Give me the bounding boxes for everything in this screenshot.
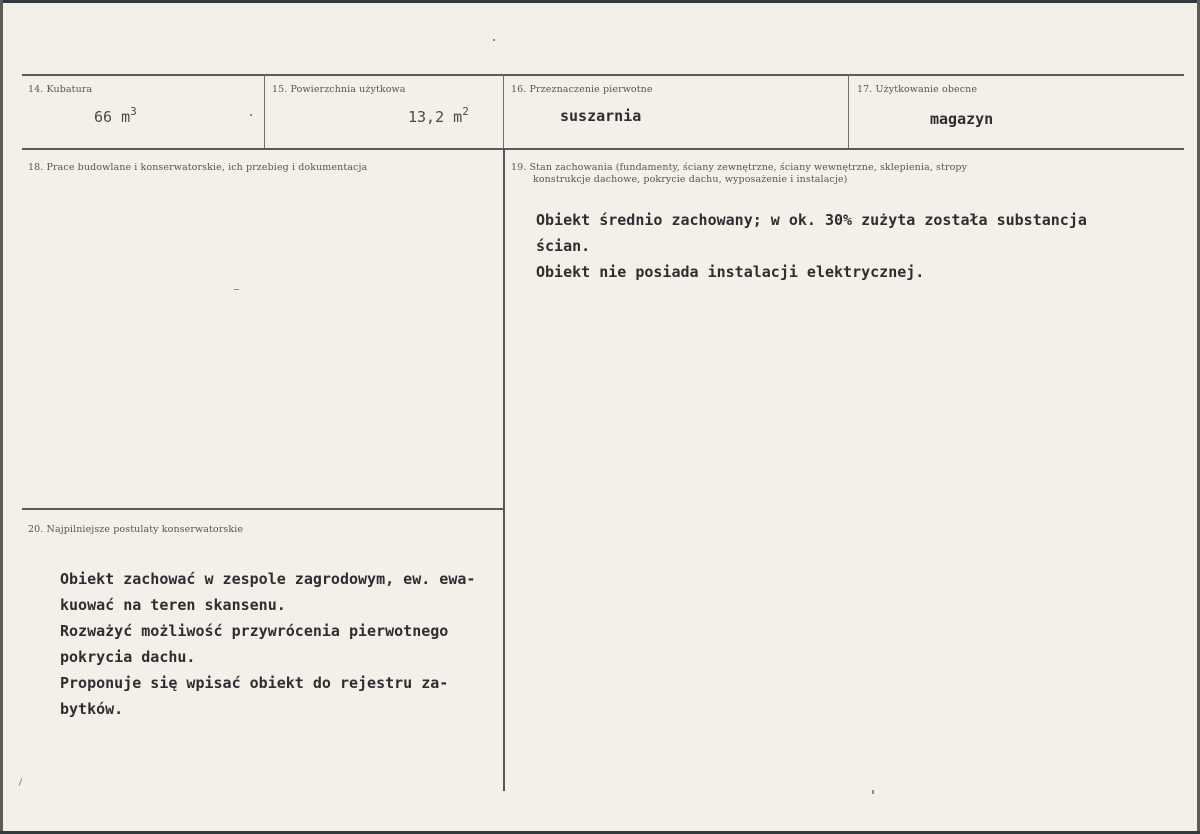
- divider-16-17: [848, 75, 849, 148]
- field-19-line: ścian.: [536, 237, 591, 255]
- card-edge-top: [0, 0, 1200, 3]
- field-19-label-line-2: konstrukcje dachowe, pokrycie dachu, wyposażenie i instalacje): [533, 174, 848, 185]
- field-20-line: pokrycia dachu.: [60, 648, 196, 666]
- field-20-line: kuować na teren skansenu.: [60, 596, 286, 614]
- field-20-line: bytków.: [60, 700, 124, 718]
- paper-speck: [872, 790, 874, 794]
- paper-speck: [493, 39, 495, 41]
- field-17-label: 17. Użytkowanie obecne: [857, 84, 978, 95]
- field-14-value-text: 66 m: [94, 108, 131, 126]
- field-16-value: suszarnia: [560, 107, 642, 125]
- paper-speck: [234, 289, 239, 290]
- field-15-value: [408, 105, 469, 126]
- divider-15-16: [503, 75, 504, 148]
- field-19-line: Obiekt nie posiada instalacji elektrycznej.: [536, 263, 925, 281]
- field-16-label: 16. Przeznaczenie pierwotne: [511, 84, 653, 95]
- field-19-line: Obiekt średnio zachowany; w ok. 30% zużyta została substancja: [536, 211, 1087, 229]
- field-15-value-text: 13,2 m: [408, 108, 463, 126]
- card-edge-left: [0, 0, 3, 834]
- field-18-label: 18. Prace budowlane i konserwatorskie, ich przebieg i dokumentacja: [28, 162, 368, 173]
- field-20-line: Rozważyć możliwość przywrócenia pierwotnego: [60, 622, 449, 640]
- paper-speck: [250, 114, 252, 116]
- rule-field-20: [22, 508, 503, 510]
- field-20-line: Proponuje się wpisać obiekt do rejestru za-: [60, 674, 449, 692]
- divider-main: [503, 149, 505, 791]
- field-14-label: 14. Kubatura: [28, 84, 93, 95]
- rule-top: [22, 74, 1184, 76]
- field-15-label: 15. Powierzchnia użytkowa: [272, 84, 406, 95]
- rule-row-bottom: [22, 148, 1184, 150]
- field-20-line: Obiekt zachować w zespole zagrodowym, ew. ewa-: [60, 570, 476, 588]
- paper-speck: [19, 778, 23, 786]
- field-19-label-line-1: 19. Stan zachowania (fundamenty, ściany zewnętrzne, ściany wewnętrzne, sklepienia, stropy: [511, 162, 968, 173]
- field-17-value: magazyn: [930, 110, 994, 128]
- field-15-unit-exponent: 2: [462, 105, 469, 118]
- field-20-label: 20. Najpilniejsze postulaty konserwatorskie: [28, 524, 244, 535]
- field-14-value: [94, 105, 137, 126]
- field-19-text: [536, 207, 1087, 285]
- divider-14-15: [264, 75, 265, 148]
- field-14-unit-exponent: 3: [130, 105, 137, 118]
- field-20-text: [60, 566, 475, 722]
